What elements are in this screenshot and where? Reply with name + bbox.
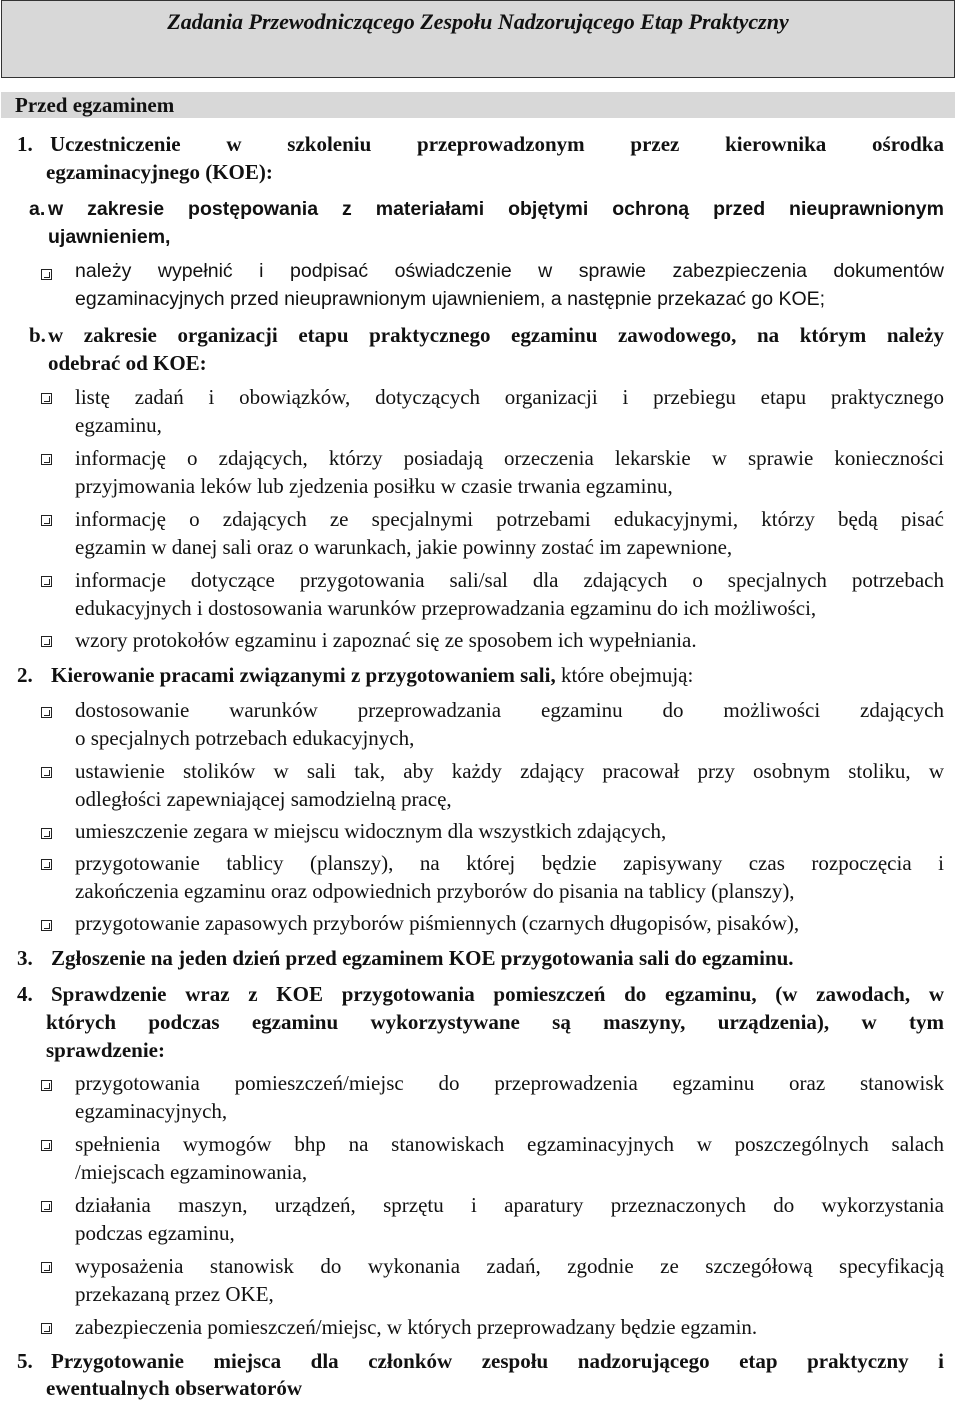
- item-text-line: Przygotowanie miejsca dla członków zespołu nadzorującego etap praktyczny i: [51, 1349, 944, 1373]
- bullet-text-line: egzaminacyjnych,: [75, 1099, 228, 1123]
- item-text-line: egzaminacyjnego (KOE):: [46, 160, 273, 184]
- bullet-text-line: przygotowania pomieszczeń/miejsc do przeprowadzenia egzaminu oraz stanowisk: [75, 1071, 944, 1095]
- bullet-text-line: działania maszyn, urządzeń, sprzętu i aparatury przeznaczonych do wykorzystania: [75, 1193, 944, 1217]
- bullet-text-line: odległości zapewniającej samodzielną pracę,: [75, 787, 452, 811]
- bullet-text-line: o specjalnych potrzebach edukacyjnych,: [75, 726, 415, 750]
- bullet-text-line: przekazaną przez OKE,: [75, 1282, 274, 1306]
- checkbox-icon: [41, 636, 52, 647]
- item-text-line: których podczas egzaminu wykorzystywane są maszyny, urządzenia), w tym: [46, 1010, 944, 1034]
- checkbox-icon: [41, 1262, 52, 1273]
- bullet-text-line: wzory protokołów egzaminu i zapoznać się ze sposobem ich wypełniania.: [75, 628, 697, 652]
- bullet-text-line: /miejscach egzaminowania,: [75, 1160, 308, 1184]
- bullet-text-line: przyjmowania leków lub zjedzenia posiłku w czasie trwania egzaminu,: [75, 474, 673, 498]
- item-number: 2.: [17, 663, 33, 687]
- bullet-text-line: ustawienie stolików w sali tak, aby każdy zdający pracował przy osobnym stoliku, w: [75, 759, 944, 783]
- checkbox-icon: [41, 1201, 52, 1212]
- checkbox-icon: [41, 920, 52, 931]
- item-number: 3.: [17, 946, 33, 970]
- subitem-letter: b.: [29, 323, 46, 347]
- checkbox-icon: [41, 1080, 52, 1091]
- checkbox-icon: [41, 515, 52, 526]
- bullet-text-line: egzamin w danej sali oraz o warunkach, jakie powinny zostać im zapewnione,: [75, 535, 733, 559]
- bullet-text-line: egzaminu,: [75, 413, 162, 437]
- bullet-text-line: dostosowanie warunków przeprowadzania egzaminu do możliwości zdających: [75, 698, 944, 722]
- subitem-text-line: odebrać od KOE:: [48, 351, 207, 375]
- subitem-text-line: w zakresie postępowania z materiałami objętymi ochroną przed nieuprawnionym: [48, 198, 944, 220]
- subitem-text-line: w zakresie organizacji etapu praktycznego egzaminu zawodowego, na którym należy: [48, 323, 944, 347]
- bullet-text-line: listę zadań i obowiązków, dotyczących organizacji i przebiegu etapu praktycznego: [75, 385, 944, 409]
- section-heading: Przed egzaminem: [15, 93, 175, 117]
- subitem-letter: a.: [29, 198, 46, 220]
- checkbox-icon: [41, 828, 52, 839]
- subitem-text-line: ujawnieniem,: [48, 226, 171, 248]
- bullet-text-line: informację o zdających ze specjalnymi potrzebami edukacyjnymi, którzy będą pisać: [75, 507, 944, 531]
- title-box: [1, 0, 955, 78]
- bullet-text-line: wyposażenia stanowisk do wykonania zadań, zgodnie ze szczegółową specyfikacją: [75, 1254, 944, 1278]
- bullet-text-line: zakończenia egzaminu oraz odpowiednich przyborów do pisania na tablicy (planszy),: [75, 879, 795, 903]
- item-number: 4.: [17, 982, 33, 1006]
- checkbox-icon: [41, 269, 52, 280]
- item-number: 5.: [17, 1349, 33, 1373]
- bullet-text-line: podczas egzaminu,: [75, 1221, 235, 1245]
- bullet-text-line: egzaminacyjnych przed nieuprawnionym ujawnieniem, a następnie przekazać go KOE;: [75, 288, 826, 310]
- checkbox-icon: [41, 1323, 52, 1334]
- item-text-line: Uczestniczenie w szkoleniu przeprowadzonym przez kierownika ośrodka: [50, 132, 944, 156]
- bullet-text-line: zabezpieczenia pomieszczeń/miejsc, w których przeprowadzany będzie egzamin.: [75, 1315, 758, 1339]
- checkbox-icon: [41, 393, 52, 404]
- bullet-text-line: informację o zdających, którzy posiadają orzeczenia lekarskie w sprawie konieczności: [75, 446, 944, 470]
- bullet-text-line: przygotowanie tablicy (planszy), na której będzie zapisywany czas rozpoczęcia i: [75, 851, 944, 875]
- item-text-line: [51, 663, 693, 688]
- bullet-text-line: należy wypełnić i podpisać oświadczenie w sprawie zabezpieczenia dokumentów: [75, 260, 944, 282]
- section-bar: [1, 92, 955, 118]
- bullet-text-line: przygotowanie zapasowych przyborów piśmiennych (czarnych długopisów, pisaków),: [75, 911, 800, 935]
- item-text-line: Zgłoszenie na jeden dzień przed egzaminem KOE przygotowania sali do egzaminu.: [51, 946, 794, 970]
- bullet-text-line: informacje dotyczące przygotowania sali/sal dla zdających o specjalnych potrzebach: [75, 568, 944, 592]
- checkbox-icon: [41, 454, 52, 465]
- checkbox-icon: [41, 767, 52, 778]
- item-text-line: ewentualnych obserwatorów: [46, 1376, 303, 1400]
- item-bold-text: Kierowanie pracami związanymi z przygotowaniem sali,: [51, 663, 556, 687]
- item-text-line: sprawdzenie:: [46, 1038, 165, 1062]
- item-text-line: Sprawdzenie wraz z KOE przygotowania pomieszczeń do egzaminu, (w zawodach, w: [51, 982, 944, 1006]
- bullet-text-line: edukacyjnych i dostosowania warunków przeprowadzania egzaminu do ich możliwości,: [75, 596, 817, 620]
- page-title: Zadania Przewodniczącego Zespołu Nadzorującego Etap Praktyczny: [167, 9, 789, 34]
- checkbox-icon: [41, 707, 52, 718]
- checkbox-icon: [41, 576, 52, 587]
- item-number: 1.: [17, 132, 33, 156]
- checkbox-icon: [41, 859, 52, 870]
- checkbox-icon: [41, 1140, 52, 1151]
- bullet-text-line: spełnienia wymogów bhp na stanowiskach egzaminacyjnych w poszczególnych salach: [75, 1132, 944, 1156]
- item-normal-text: które obejmują:: [555, 663, 694, 687]
- bullet-text-line: umieszczenie zegara w miejscu widocznym dla wszystkich zdających,: [75, 819, 667, 843]
